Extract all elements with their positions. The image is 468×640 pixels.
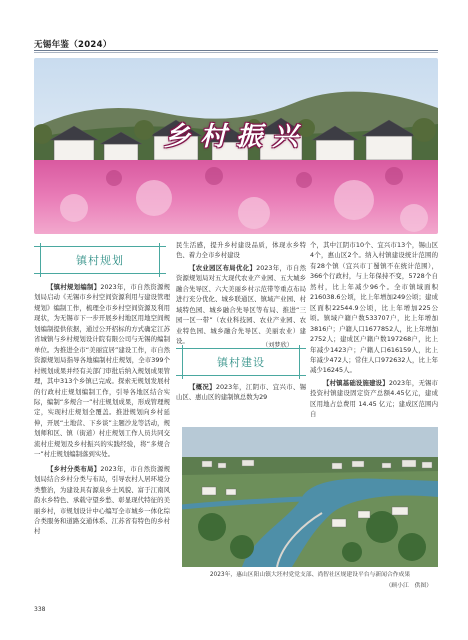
section-ribbon-planning: 镇村规划 xyxy=(34,246,166,274)
entry-heading: 【镇村规划编制】 xyxy=(47,283,101,291)
entry-heading: 【农业园区布局优化】 xyxy=(189,263,257,272)
entry-body: 2023年，市自然资源规划局结合乡村分类与布局，引导农村人居环境分类整治，为建设具有源泉乡土风貌、富于江南风韵水乡特色、承载守望乡愁、彰显现代特征的美丽乡村，市规划设计中心编写全市城乡一体化综合类服务和道路交通体系、江苏省有特色的乡村村 xyxy=(34,464,170,536)
entry-heading: 【乡村分类布局】 xyxy=(47,464,101,473)
header-rule xyxy=(34,50,438,51)
entry-body: 2023年，江阴市、宜兴市、锡山区、惠山区的建制镇总数为29 xyxy=(176,383,306,402)
column-1 xyxy=(34,282,170,602)
section-ribbon-construction: 镇村建设 xyxy=(176,348,306,376)
entry-body: 个，其中江阴市10个、宜兴市13个，锡山区4个，惠山区2个。纳入村镇建设统计范围的有28个镇（宜兴市丁蜀镇不在统计范围），366个行政村，与上年保持不变，5728个自然村，比上年减少96个。全市镇域面积216038.6公顷，比上年增加249公顷；建成区面积22544.9公顷，比上年增加225公顷。镇域户籍户数533707户，比上年增加3816户；户籍人口1677852人，比上年增加2752人；建成区户籍户数197268户，比上年减少1423户；户籍人口616159人，比上年减少472人；常住人口972632人，比上年减少16245人。 xyxy=(310,241,438,375)
header-rule-thin xyxy=(34,52,438,53)
village-banner-photo xyxy=(34,58,438,234)
aerial-river-illustration xyxy=(182,427,438,567)
column-2-bottom xyxy=(176,382,306,422)
author-credit: （刘梦欣） xyxy=(262,342,293,349)
entry-heading: 【概况】 xyxy=(189,383,216,391)
entry-heading: 【村镇基础设施建设】 xyxy=(323,378,389,387)
entry-body: 民生活感，提升乡村建设品质，体现水乡特色、着力全市乡村建设 xyxy=(176,241,306,260)
yearbook-header-title: 无锡年鉴（2024） xyxy=(34,40,112,50)
photo-caption: 2023年，惠山区阳山镇大坯村党党支部、尚智社区规建设平台与新闻合作成果 xyxy=(209,572,411,578)
entry-body: 2023年，无锡市投资村镇建设固定资产总额4.45亿元，建成区用地占总费用 14.45 亿元；建成区范围内自 xyxy=(310,378,438,419)
photo-credit: （顾小江 供图） xyxy=(385,583,432,589)
column-3 xyxy=(310,240,438,424)
entry-body: 2023年，市自然资源规划局启动《无锡市乡村空间资源利用与建设管理规划》编制工作，梳理全市乡村空间资源及利用现状，为无锡市下一步开展乡村地区用地空间规划编制提供依据，通过公开招标的方式确定江苏省城镇与乡村规划设计院有限公司与无锡的编制单位。为推进全市“美丽宜居”建设工作，市自然资源规划局指导各地编制村庄规划，全市399个村规划成果并经有关部门审批后纳入规划成果管理，其中313个乡镇已完成。探索无规划发展村的行政村庄规划编制工作，引导各地区结合实际，编制“多规合一”村庄规划成果，形成管理规定，实现村庄规划全覆盖。推进规划向乡村延伸，开展“土地营、下乡谈”主题沙龙等活动，规划师和区、镇（街道）村庄规划工作人员共同交流村庄规划及乡村振兴的实践经验，将“多规合一”村庄规划编制落到实处。 xyxy=(34,283,170,459)
aerial-village-photo xyxy=(182,427,438,567)
banner-title: 乡村振兴 xyxy=(163,122,308,152)
entry-body: 2023年，市自然资源规划局对五大现代农业产业园、五大城乡融合先导区、六大美丽乡村示范带等重点布局进行充分优化、城乡联通区、镇域产业园、村域特色园、城乡融合先导区等布局、推进“三园一区一带”（农业科技园、农业产业园、农业特色园、城乡融合先导区、美丽农业）建设。 xyxy=(176,263,306,346)
page-number: 338 xyxy=(34,606,46,613)
